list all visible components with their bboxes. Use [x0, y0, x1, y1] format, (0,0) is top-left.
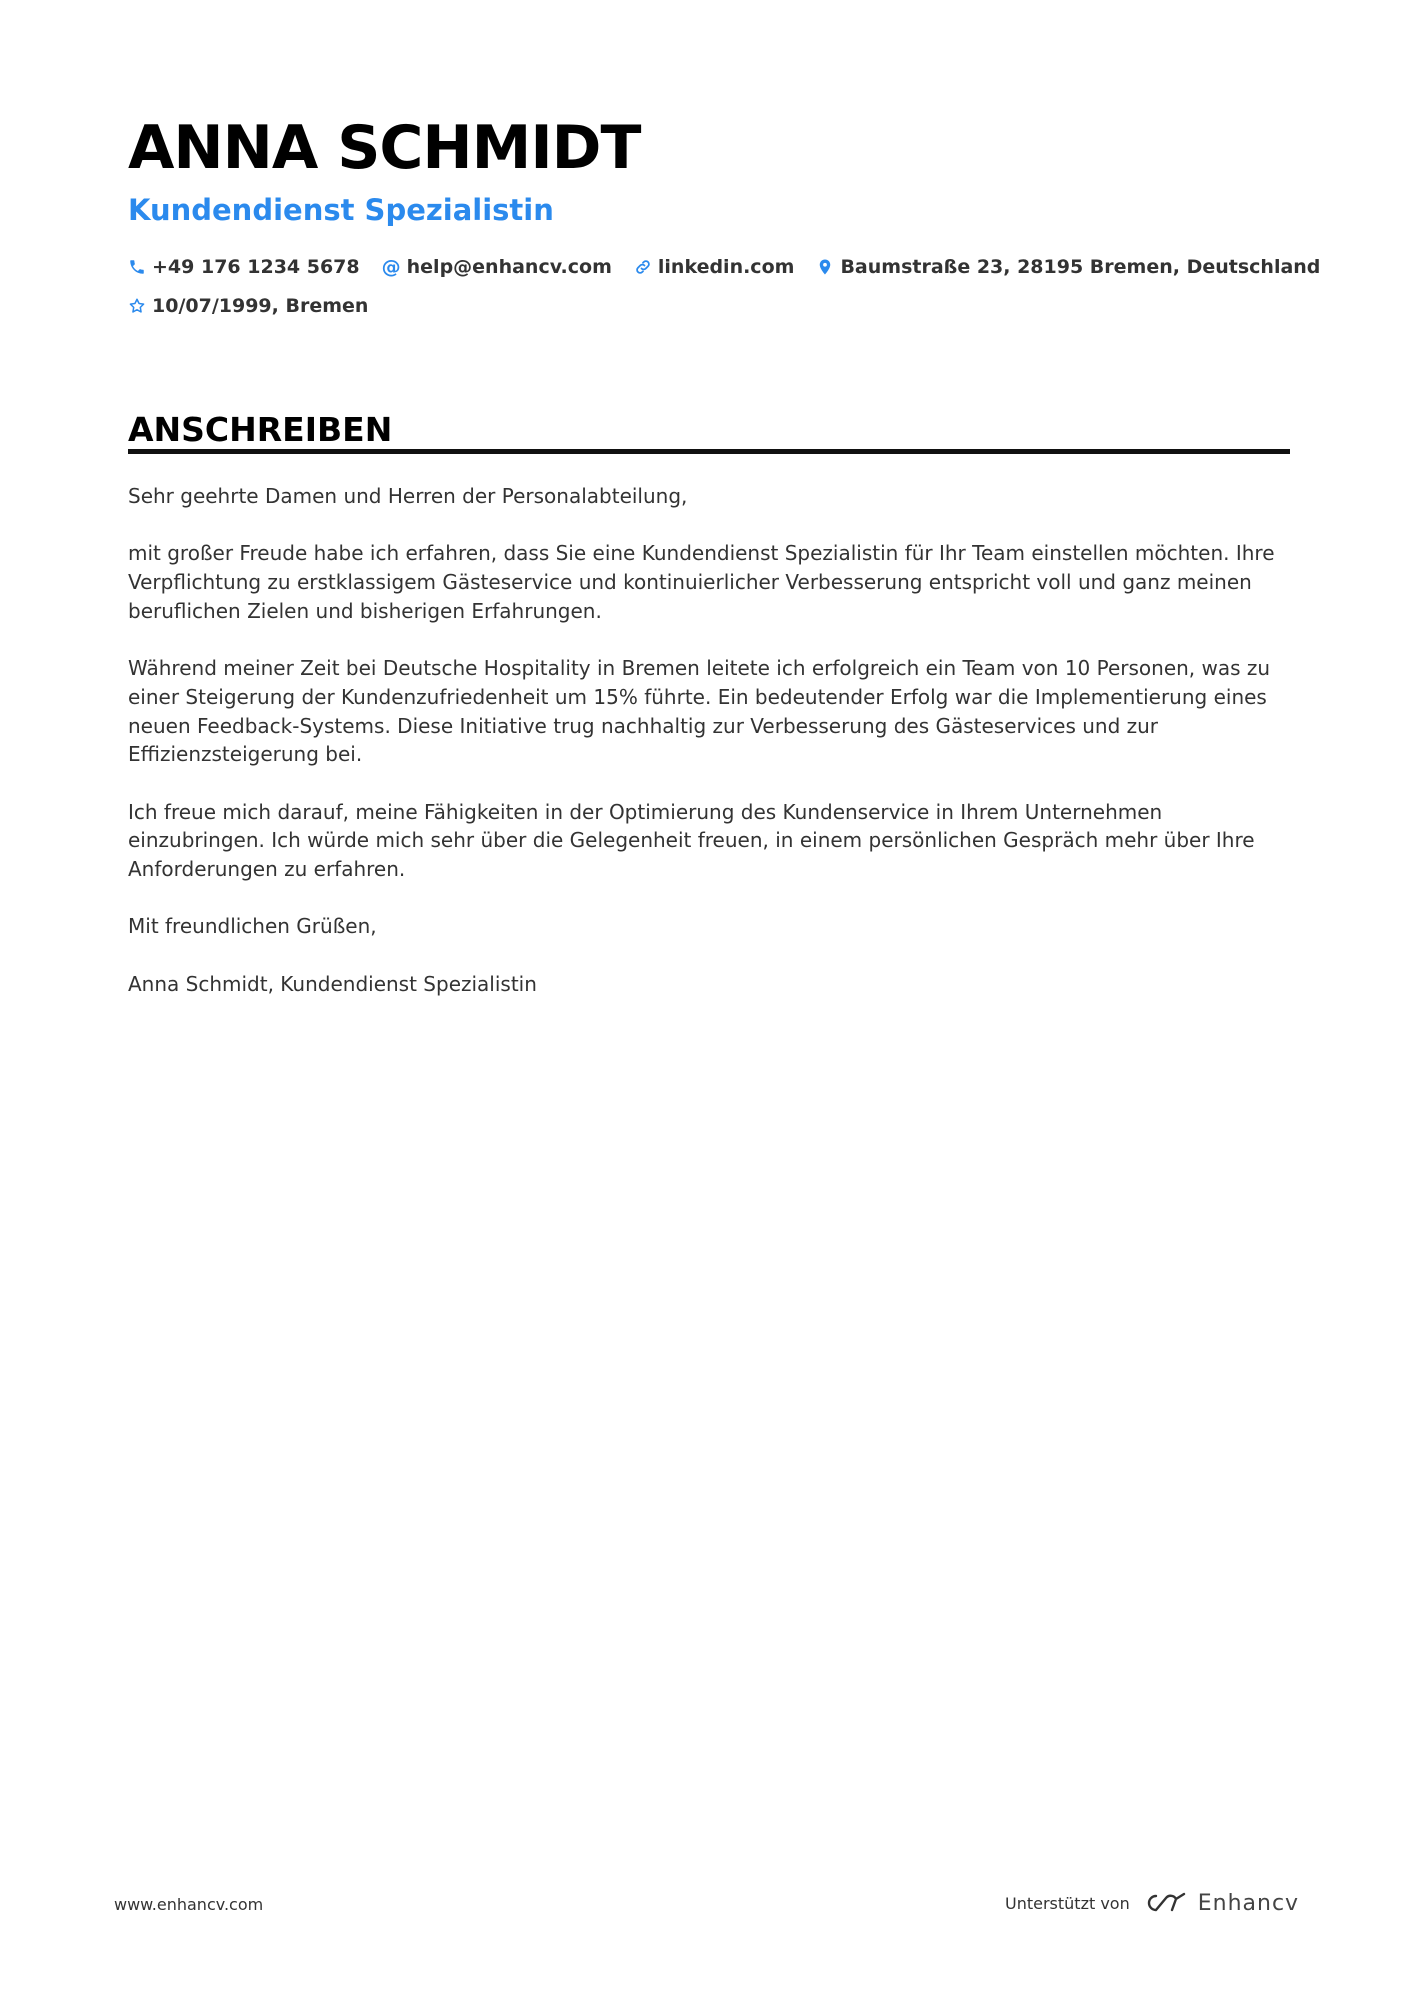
- brand-name: Enhancv: [1197, 1890, 1300, 1916]
- section-title: ANSCHREIBEN: [128, 410, 393, 449]
- letter-paragraph: Während meiner Zeit bei Deutsche Hospitality in Bremen leitete ich erfolgreich ein Team von 10 Personen, was zu einer Steigerung der Kundenzufriedenheit um 15% führte. Ein bedeutender Erfolg war die Implementierung eines neuen Feedback-Systems. Diese Initiative trug nachhaltig zur Verbesserung des Gästeservices und zur Effizienzsteigerung bei.: [128, 656, 1271, 767]
- contact-linkedin[interactable]: [634, 256, 795, 278]
- birth-value: 10/07/1999, Bremen: [152, 295, 369, 317]
- star-icon: [128, 297, 146, 315]
- contact-row: [128, 252, 1342, 282]
- candidate-role: Kundendienst Spezialistin: [128, 193, 554, 227]
- phone-icon: [128, 258, 146, 276]
- letter-signature: Anna Schmidt, Kundendienst Spezialistin: [128, 971, 537, 996]
- contact-address: [816, 256, 1320, 278]
- map-pin-icon: [816, 258, 834, 276]
- candidate-name: ANNA SCHMIDT: [128, 113, 641, 183]
- link-icon: [634, 258, 652, 276]
- letter-closing: Mit freundlichen Grüßen,: [128, 914, 377, 939]
- powered-by-label: Unterstützt von: [1005, 1893, 1130, 1913]
- at-icon: @: [381, 256, 401, 278]
- footer-brand[interactable]: [1005, 1887, 1299, 1919]
- email-value[interactable]: help@enhancv.com: [406, 256, 612, 278]
- letter-body: [128, 482, 1303, 1027]
- enhancv-logo-icon: [1142, 1890, 1188, 1916]
- letter-paragraph: Ich freue mich darauf, meine Fähigkeiten in der Optimierung des Kundenservice in Ihrem Unternehmen einzubringen. Ich würde mich sehr über die Gelegenheit freuen, in einem persönlichen Gespräch mehr über Ihre Anforderungen zu erfahren.: [128, 799, 1255, 882]
- footer-url[interactable]: www.enhancv.com: [114, 1895, 264, 1914]
- section-divider: [128, 449, 1290, 454]
- contact-phone: [128, 256, 360, 278]
- contact-birth: [128, 295, 368, 317]
- linkedin-value[interactable]: linkedin.com: [657, 256, 795, 278]
- address-value: Baumstraße 23, 28195 Bremen, Deutschland: [840, 256, 1321, 278]
- letter-paragraph: mit großer Freude habe ich erfahren, dass Sie eine Kundendienst Spezialistin für Ihr Team einstellen möchten. Ihre Verpflichtung zu erstklassigem Gästeservice und kontinuierlicher Verbesserung entspricht voll und ganz meinen beruflichen Zielen und bisherigen Erfahrungen.: [128, 541, 1275, 623]
- phone-value: +49 176 1234 5678: [152, 256, 360, 278]
- contact-row-2: [128, 291, 390, 321]
- contact-email[interactable]: [382, 256, 612, 278]
- letter-salutation: Sehr geehrte Damen und Herren der Personalabteilung,: [128, 484, 688, 508]
